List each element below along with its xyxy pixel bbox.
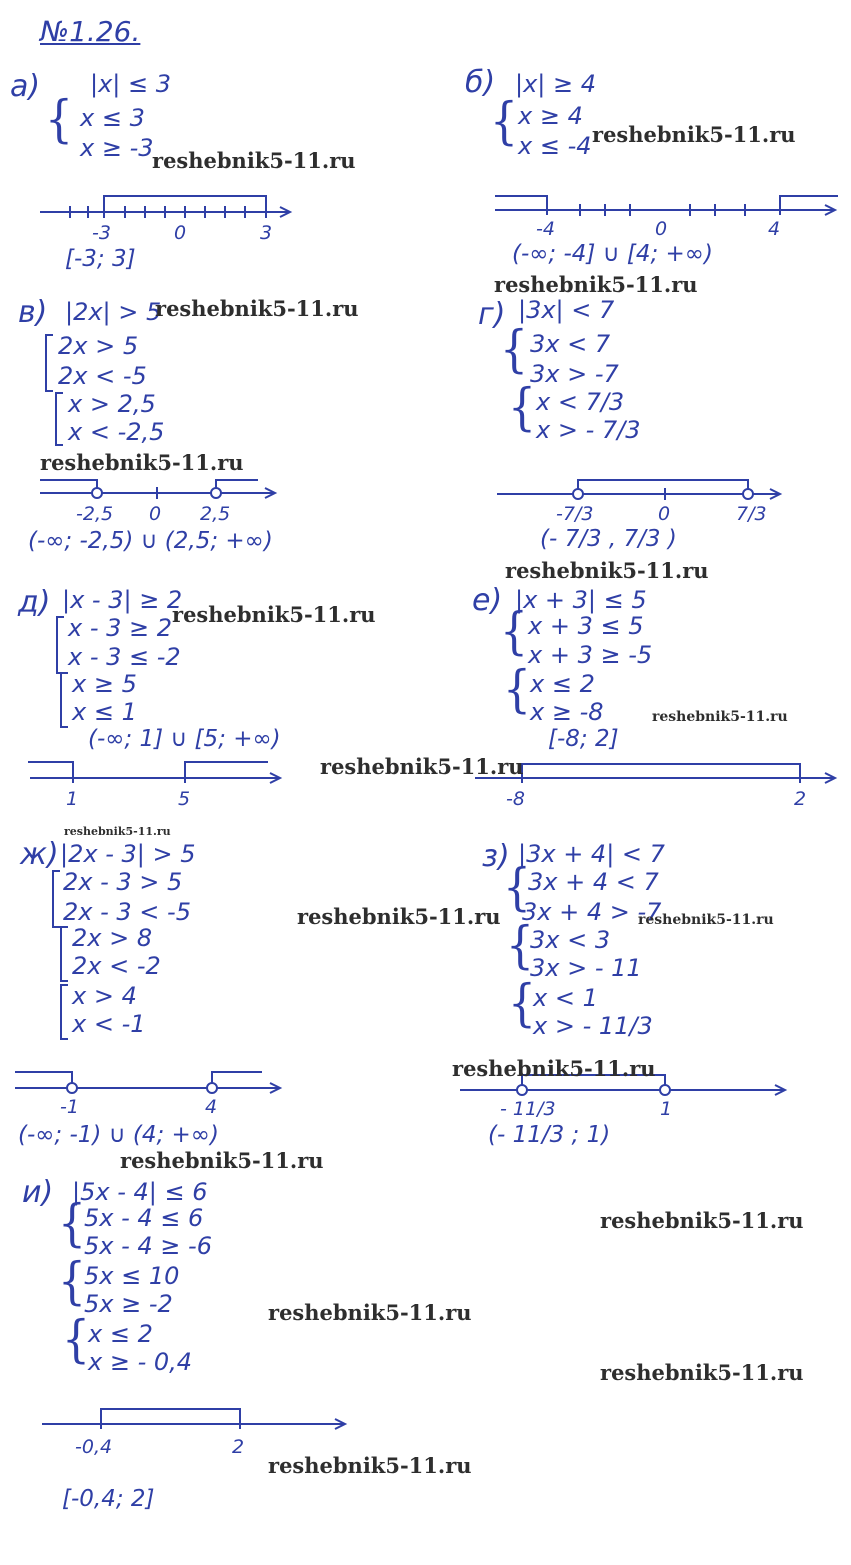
system-z2-line2: 3x > - 11 <box>530 954 642 982</box>
tick-i-1: -0,4 <box>75 1436 113 1458</box>
union-bracket-d1 <box>56 616 64 674</box>
tick-b-3: 4 <box>768 218 781 240</box>
system-i2-line1: 5x ≤ 10 <box>84 1262 180 1290</box>
number-line-i <box>42 1409 345 1429</box>
answer-v: (-∞; -2,5) ∪ (2,5; +∞) <box>28 528 273 554</box>
answer-d: (-∞; 1] ∪ [5; +∞) <box>88 726 281 752</box>
label-g: г) <box>478 297 506 332</box>
set-v2-line1: x > 2,5 <box>68 390 156 418</box>
equation-g: |3x| < 7 <box>518 296 615 324</box>
system-e-line1: x + 3 ≤ 5 <box>528 612 644 640</box>
tick-v-1: -2,5 <box>76 503 114 525</box>
equation-d: |x - 3| ≥ 2 <box>62 586 183 614</box>
answer-z: (- 11/3 ; 1) <box>488 1122 611 1148</box>
system-i2-line2: 5x ≥ -2 <box>84 1290 173 1318</box>
system-z-line2: 3x + 4 > -7 <box>522 898 662 926</box>
system-g-line2: 3x > -7 <box>530 360 619 388</box>
watermark-7: reshebnik5-11.ru <box>172 602 376 627</box>
label-e: е) <box>472 583 503 618</box>
system-brace-b: { <box>490 92 518 151</box>
watermark-11: reshebnik5-11.ru <box>297 904 501 929</box>
watermark-6: reshebnik5-11.ru <box>505 558 709 583</box>
system-i-line1: 5x - 4 ≤ 6 <box>84 1204 204 1232</box>
watermark-10: reshebnik5-11.ru <box>64 825 171 838</box>
system-b-line2: x ≤ -4 <box>518 132 592 160</box>
watermark-13: reshebnik5-11.ru <box>452 1056 656 1081</box>
label-v: в) <box>18 295 48 330</box>
equation-i: |5x - 4| ≤ 6 <box>72 1178 208 1206</box>
tick-a-2: 0 <box>174 222 187 244</box>
equation-b: |x| ≥ 4 <box>515 70 597 98</box>
set-v-line1: 2x > 5 <box>58 332 139 360</box>
system-brace-e1: { <box>500 602 528 661</box>
label-a: а) <box>10 69 41 104</box>
union-bracket-v1 <box>45 334 53 392</box>
watermark-17: reshebnik5-11.ru <box>600 1360 804 1385</box>
tick-d-2: 5 <box>178 788 191 810</box>
watermark-14: reshebnik5-11.ru <box>120 1148 324 1173</box>
tick-v-3: 2,5 <box>200 503 231 525</box>
exercise-title: №1.26. <box>40 15 141 48</box>
answer-a: [-3; 3] <box>65 246 136 272</box>
equation-e: |x + 3| ≤ 5 <box>515 586 647 614</box>
equation-a: |x| ≤ 3 <box>90 70 172 98</box>
watermark-18: reshebnik5-11.ru <box>268 1453 472 1478</box>
system-brace-e2: { <box>503 660 531 719</box>
system-g2-line2: x > - 7/3 <box>536 416 641 444</box>
system-e2-line2: x ≥ -8 <box>530 698 604 726</box>
tick-g-1: -7/3 <box>556 503 594 525</box>
watermark-12: reshebnik5-11.ru <box>638 912 774 928</box>
system-e-line2: x + 3 ≥ -5 <box>528 641 653 669</box>
system-brace-z1: { <box>503 858 531 917</box>
system-z3-line2: x > - 11/3 <box>533 1012 653 1040</box>
watermark-4: reshebnik5-11.ru <box>155 296 359 321</box>
set-zh-line1: 2x - 3 > 5 <box>63 868 183 896</box>
system-a-line2: x ≥ -3 <box>80 134 154 162</box>
tick-a-1: -3 <box>92 222 111 244</box>
tick-b-2: 0 <box>655 218 668 240</box>
label-d: д) <box>18 585 51 620</box>
tick-z-2: 1 <box>660 1098 673 1120</box>
system-g-line1: 3x < 7 <box>530 330 611 358</box>
tick-d-1: 1 <box>66 788 79 810</box>
answer-i: [-0,4; 2] <box>62 1486 155 1512</box>
system-brace-z2: { <box>506 916 534 975</box>
tick-e-1: -8 <box>506 788 525 810</box>
tick-zh-2: 4 <box>205 1096 218 1118</box>
union-bracket-v2 <box>55 392 63 446</box>
union-bracket-zh3 <box>60 984 68 1040</box>
watermark-16: reshebnik5-11.ru <box>268 1300 472 1325</box>
union-bracket-d2 <box>60 672 68 728</box>
set-v-line2: 2x < -5 <box>58 362 147 390</box>
number-line-g <box>497 480 780 500</box>
tick-i-2: 2 <box>232 1436 245 1458</box>
watermark-1: reshebnik5-11.ru <box>152 148 356 173</box>
system-brace-i2: { <box>58 1252 86 1311</box>
tick-v-2: 0 <box>149 503 162 525</box>
equation-zh: |2x - 3| > 5 <box>60 840 196 868</box>
answer-g: (- 7/3 , 7/3 ) <box>540 526 677 552</box>
system-g2-line1: x < 7/3 <box>536 388 625 416</box>
equation-z: |3x + 4| < 7 <box>518 840 665 868</box>
tick-g-2: 0 <box>658 503 671 525</box>
watermark-15: reshebnik5-11.ru <box>600 1208 804 1233</box>
set-d2-line1: x ≥ 5 <box>72 670 137 698</box>
system-i-line2: 5x - 4 ≥ -6 <box>84 1232 212 1260</box>
system-i3-line2: x ≥ - 0,4 <box>88 1348 193 1376</box>
watermark-2: reshebnik5-11.ru <box>592 122 796 147</box>
equation-v: |2x| > 5 <box>65 298 162 326</box>
union-bracket-zh2 <box>60 926 68 982</box>
set-zh2-line2: 2x < -2 <box>72 952 161 980</box>
number-line-e <box>475 764 835 783</box>
watermark-8: reshebnik5-11.ru <box>652 709 788 725</box>
answer-e: [-8; 2] <box>548 726 619 752</box>
watermark-3: reshebnik5-11.ru <box>494 272 698 297</box>
number-line-d <box>28 762 280 783</box>
set-zh2-line1: 2x > 8 <box>72 924 153 952</box>
set-zh3-line1: x > 4 <box>72 982 137 1010</box>
tick-g-3: 7/3 <box>736 503 767 525</box>
number-line-v <box>40 480 275 499</box>
system-brace-g2: { <box>508 378 536 437</box>
label-i: и) <box>22 1175 54 1210</box>
system-b-line1: x ≥ 4 <box>518 102 583 130</box>
number-line-b <box>495 196 838 216</box>
watermark-9: reshebnik5-11.ru <box>320 754 524 779</box>
tick-b-1: -4 <box>536 218 555 240</box>
system-i3-line1: x ≤ 2 <box>88 1320 153 1348</box>
system-z2-line1: 3x < 3 <box>530 926 611 954</box>
system-z-line1: 3x + 4 < 7 <box>528 868 659 896</box>
system-e2-line1: x ≤ 2 <box>530 670 595 698</box>
system-brace-g1: { <box>500 320 528 379</box>
answer-zh: (-∞; -1) ∪ (4; +∞) <box>18 1122 219 1148</box>
union-bracket-zh1 <box>52 870 60 928</box>
label-b: б) <box>465 65 496 100</box>
set-zh3-line2: x < -1 <box>72 1010 146 1038</box>
tick-zh-1: -1 <box>60 1096 79 1118</box>
tick-z-1: - 11/3 <box>500 1098 556 1120</box>
label-zh: ж) <box>20 837 59 872</box>
set-v2-line2: x < -2,5 <box>68 418 165 446</box>
system-brace-i1: { <box>58 1194 86 1253</box>
set-d2-line2: x ≤ 1 <box>72 698 137 726</box>
watermark-5: reshebnik5-11.ru <box>40 450 244 475</box>
tick-a-3: 3 <box>260 222 273 244</box>
system-z3-line1: x < 1 <box>533 984 598 1012</box>
set-zh-line2: 2x - 3 < -5 <box>63 898 191 926</box>
system-a-line1: x ≤ 3 <box>80 104 145 132</box>
system-brace-a: { <box>45 90 73 149</box>
system-brace-i3: { <box>62 1310 90 1369</box>
label-z: з) <box>482 839 510 874</box>
set-d-line1: x - 3 ≥ 2 <box>68 614 173 642</box>
set-d-line2: x - 3 ≤ -2 <box>68 643 181 671</box>
system-brace-z3: { <box>508 974 536 1033</box>
answer-b: (-∞; -4] ∪ [4; +∞) <box>512 241 713 267</box>
number-line-zh <box>15 1072 280 1093</box>
number-line-a <box>40 196 290 218</box>
tick-e-2: 2 <box>794 788 807 810</box>
